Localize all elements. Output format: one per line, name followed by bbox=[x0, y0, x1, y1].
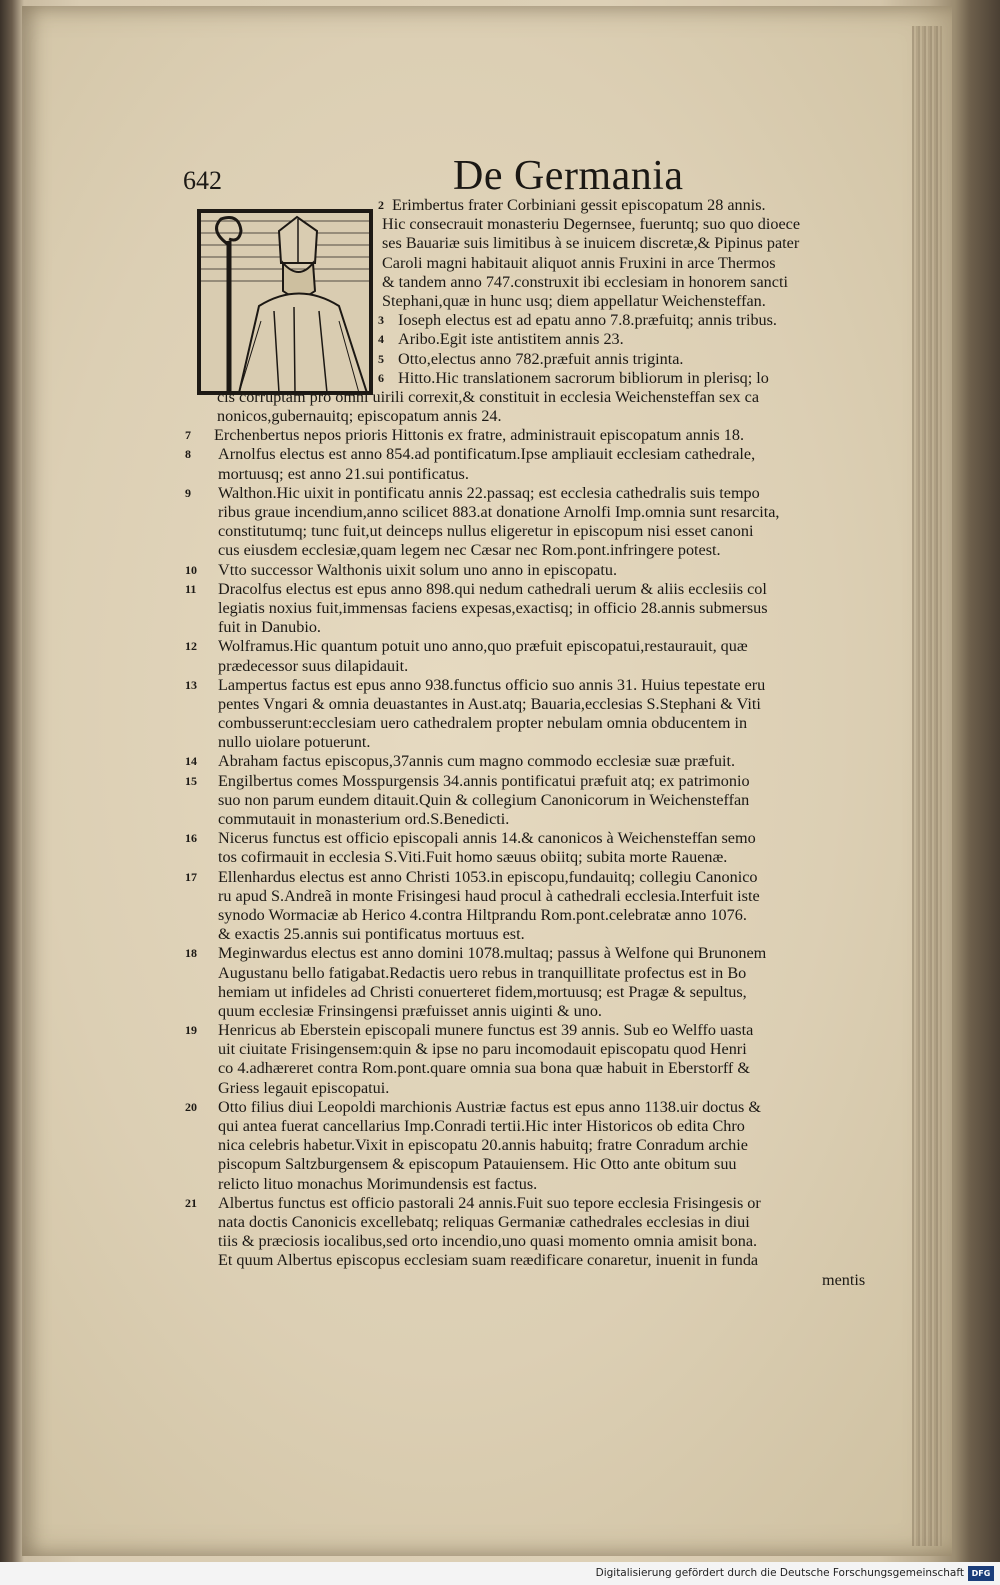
entry-17 bbox=[185, 867, 882, 945]
text-line: cus eiusdem ecclesiæ,quam legem nec Cæsar nec Rom.pont.infringere potest. bbox=[218, 541, 721, 560]
dfg-logo-icon: DFG bbox=[968, 1566, 994, 1581]
entry-number: 16 bbox=[185, 831, 197, 846]
text-block bbox=[185, 196, 882, 1290]
page-header bbox=[183, 152, 883, 202]
entry-9 bbox=[185, 483, 882, 561]
entry-6 bbox=[192, 369, 882, 427]
entry-number: 18 bbox=[185, 946, 197, 961]
text-line: relicto lituo monachus Morimundensis est factus. bbox=[218, 1174, 538, 1193]
text-line: piscopum Saltzburgensem & episcopum Patauiensem. Hic Otto ante obitum suu bbox=[218, 1155, 737, 1174]
text-line: hemiam ut infideles ad Christi conuerteret fidem,mortuusq; est Pragæ & sepultus, bbox=[218, 982, 747, 1001]
text-line: Caroli magni habitauit aliquot annis Fruxini in arce Thermos bbox=[382, 253, 776, 272]
text-line: Wolframus.Hic quantum potuit uno anno,quo præfuit episcopatui,restaurauit, quæ bbox=[218, 637, 748, 656]
entry-14 bbox=[185, 752, 882, 771]
entry-number: 7 bbox=[185, 428, 191, 443]
text-line: tos cofirmauit in ecclesia S.Viti.Fuit homo sæuus obiitq; subita morte Rauenæ. bbox=[218, 848, 728, 867]
text-line: ru apud S.Andreã in monte Frisingesi haud procul à cathedrali ecclesia.Interfuit iste bbox=[218, 886, 760, 905]
text-line: Albertus functus est officio pastorali 24 annis.Fuit suo tepore ecclesia Frisingesis or bbox=[218, 1193, 761, 1212]
text-line: tiis & præciosis iocalibus,sed orto incendio,uno quasi momento omnia amisit bona. bbox=[218, 1232, 758, 1251]
text-line: Griess legauit episcopatui. bbox=[218, 1078, 390, 1097]
text-line: Abraham factus episcopus,37annis cum magno commodo ecclesiæ suæ præfuit. bbox=[218, 752, 735, 771]
text-line: Lampertus factus est epus anno 938.functus officio suo annis 31. Huius tepestate eru bbox=[218, 675, 766, 694]
running-title: De Germania bbox=[453, 153, 684, 199]
entry-8 bbox=[185, 445, 882, 483]
entry-21 bbox=[185, 1193, 882, 1271]
text-line: Henricus ab Eberstein episcopali munere functus est 39 annis. Sub eo Welffo uasta bbox=[218, 1021, 754, 1040]
text-line: synodo Wormaciæ ab Herico 4.contra Hiltprandu Rom.pont.celebratæ anno 1076. bbox=[218, 905, 747, 924]
text-line: prædecessor suus dilapidauit. bbox=[218, 656, 409, 675]
text-line: Erchenbertus nepos prioris Hittonis ex fratre, administrauit episcopatum annis 18. bbox=[214, 426, 745, 445]
entry-number: 8 bbox=[185, 447, 191, 462]
text-line: constitutumq; tunc fuit,ut deinceps nullus eligeretur in episcopum nisi esset canoni bbox=[218, 522, 754, 541]
text-line: Otto filius diui Leopoldi marchionis Austriæ factus est epus anno 1138.uir doctus & bbox=[218, 1097, 761, 1116]
text-line: & tandem anno 747.construxit ibi ecclesiam in honorem sancti bbox=[382, 272, 788, 291]
text-line: Otto,electus anno 782.præfuit annis triginta. bbox=[398, 349, 684, 368]
entry-number: 9 bbox=[185, 485, 191, 500]
text-line: qui antea fuerat cancellarius Imp.Conradi tertii.Hic inter Historicos ob edita Chro bbox=[218, 1117, 745, 1135]
entry-2 bbox=[192, 196, 882, 311]
text-line: Arnolfus electus est anno 854.ad pontificatum.Ipse ampliauit ecclesiam cathedrale, bbox=[218, 445, 756, 464]
text-line: quum ecclesiæ Frinsingensi præfuisset annis uiginti & uno. bbox=[218, 1001, 602, 1020]
text-line: ribus graue incendium,anno scilicet 883.at donatione Arnolfi Imp.omnia sunt resarcita, bbox=[218, 503, 780, 521]
entry-19 bbox=[185, 1021, 882, 1098]
entry-10 bbox=[185, 560, 882, 580]
text-line: combusserunt:ecclesiam uero cathedralem propter nebulam omnia obducentem in bbox=[218, 714, 748, 733]
text-line: ses Bauariæ suis limitibus à se inuicem discretæ,& Pipinus pater bbox=[382, 234, 800, 253]
entry-number: 17 bbox=[185, 869, 197, 884]
entry-number: 4 bbox=[378, 332, 384, 347]
entry-3 bbox=[192, 311, 882, 330]
text-line: nonicos,gubernauitq; episcopatum annis 24. bbox=[217, 407, 502, 426]
text-line: commutauit in monasterium ord.S.Benedicti. bbox=[218, 810, 510, 828]
text-line: pentes Vngari & omnia deuastantes in Aust.atq; Bauaria,ecclesias S.Stephani & Viti bbox=[218, 694, 761, 713]
text-line: Engilbertus comes Mosspurgensis 34.annis pontificatui præfuit atq; ex patrimonio bbox=[218, 771, 750, 790]
text-line: Walthon.Hic uixit in pontificatu annis 22.passaq; est ecclesia cathedralis suis tempo bbox=[218, 483, 760, 502]
text-line: Ellenhardus electus est anno Christi 1053.in episcopu,fundauitq; collegiu Canonico bbox=[218, 867, 758, 886]
text-line: co 4.adhæreret contra Rom.pont.quare omnia sua bona quæ habuit in Eberstorff & bbox=[218, 1059, 750, 1078]
text-line: nica celebris habetur.Vixit in episcopatu 20.annis habuitq; fratre Conradum archie bbox=[218, 1136, 748, 1155]
text-line: Stephani,quæ in hunc usq; diem appellatur Weichensteffan. bbox=[382, 291, 766, 310]
entry-number: 13 bbox=[185, 677, 197, 692]
entry-5 bbox=[192, 350, 882, 369]
entry-number: 14 bbox=[185, 754, 197, 769]
text-line: Augustanu bello fatigabat.Redactis uero rebus in tranquillitate profectus est in Bo bbox=[218, 963, 747, 982]
entry-number: 21 bbox=[185, 1195, 197, 1210]
text-line: suo non parum eundem ditauit.Quin & collegium Canonicorum in Weichensteffan bbox=[218, 790, 750, 809]
entry-12 bbox=[185, 637, 882, 675]
text-line: Meginwardus electus est anno domini 1078.multaq; passus à Welfone qui Brunonem bbox=[218, 944, 767, 963]
entry-4 bbox=[192, 330, 882, 349]
text-line: Ioseph electus est ad epatu anno 7.8.præfuitq; annis tribus. bbox=[398, 311, 777, 330]
text-line: nullo uiolare potuerunt. bbox=[218, 733, 371, 752]
text-line: nata doctis Canonicis excellebatq; reliquas Germaniæ cathedrales ecclesias in diui bbox=[218, 1212, 750, 1231]
page-number: 642 bbox=[183, 166, 222, 195]
text-line: Hitto.Hic translationem sacrorum bibliorum in plerisq; lo bbox=[398, 368, 769, 387]
text-line: cis corruptam pro omni uirili correxit,& constituit in ecclesia Weichensteffan sex ca bbox=[217, 387, 760, 406]
text-line: Erimbertus frater Corbiniani gessit episcopatum 28 annis. bbox=[392, 196, 766, 214]
entry-18 bbox=[185, 944, 882, 1021]
digitization-footer bbox=[0, 1562, 1000, 1585]
entry-number: 2 bbox=[378, 198, 384, 212]
entry-number: 11 bbox=[185, 581, 197, 596]
text-line: Dracolfus electus est epus anno 898.qui nedum cathedrali uerum & aliis ecclesiis col bbox=[218, 579, 767, 598]
text-line: Aribo.Egit iste antistitem annis 23. bbox=[398, 330, 624, 349]
entry-number: 20 bbox=[185, 1099, 197, 1114]
entry-number: 6 bbox=[378, 370, 384, 385]
page-edges bbox=[912, 26, 942, 1546]
entry-16 bbox=[185, 829, 882, 867]
footer-credit: Digitalisierung gefördert durch die Deutsche Forschungsgemeinschaft bbox=[595, 1567, 964, 1579]
entry-15 bbox=[185, 771, 882, 830]
entry-7 bbox=[185, 426, 882, 445]
text-line: fuit in Danubio. bbox=[218, 618, 321, 637]
entry-13 bbox=[185, 675, 882, 753]
text-line: mortuusq; est anno 21.sui pontificatus. bbox=[218, 464, 469, 483]
entry-number: 3 bbox=[378, 313, 384, 328]
entry-number: 10 bbox=[185, 562, 197, 577]
text-line: uit ciuitate Frisingensem:quin & ipse no paru incomodauit episcopatu quod Henri bbox=[218, 1040, 747, 1059]
text-line: legiatis noxius fuit,immensas faciens expesas,exactisq; in officio 28.annis submersus bbox=[218, 598, 768, 617]
entry-number: 19 bbox=[185, 1023, 197, 1038]
entry-number: 15 bbox=[185, 773, 197, 788]
text-line: Et quum Albertus episcopus ecclesiam suam reædificare conaretur, inuenit in funda bbox=[218, 1251, 759, 1270]
text-line: Vtto successor Walthonis uixit solum uno anno in episcopatu. bbox=[218, 560, 617, 579]
text-line: Nicerus functus est officio episcopali annis 14.& canonicos à Weichensteffan semo bbox=[218, 829, 756, 848]
catchword: mentis bbox=[822, 1270, 866, 1289]
entry-11 bbox=[185, 579, 882, 638]
entry-20 bbox=[185, 1097, 882, 1194]
text-line: Hic consecrauit monasteriu Degernsee, fueruntq; suo quo dioece bbox=[382, 215, 801, 234]
text-line: & exactis 25.annis sui pontificatus mortuus est. bbox=[218, 925, 525, 944]
entry-number: 12 bbox=[185, 639, 197, 654]
entry-number: 5 bbox=[378, 351, 384, 366]
